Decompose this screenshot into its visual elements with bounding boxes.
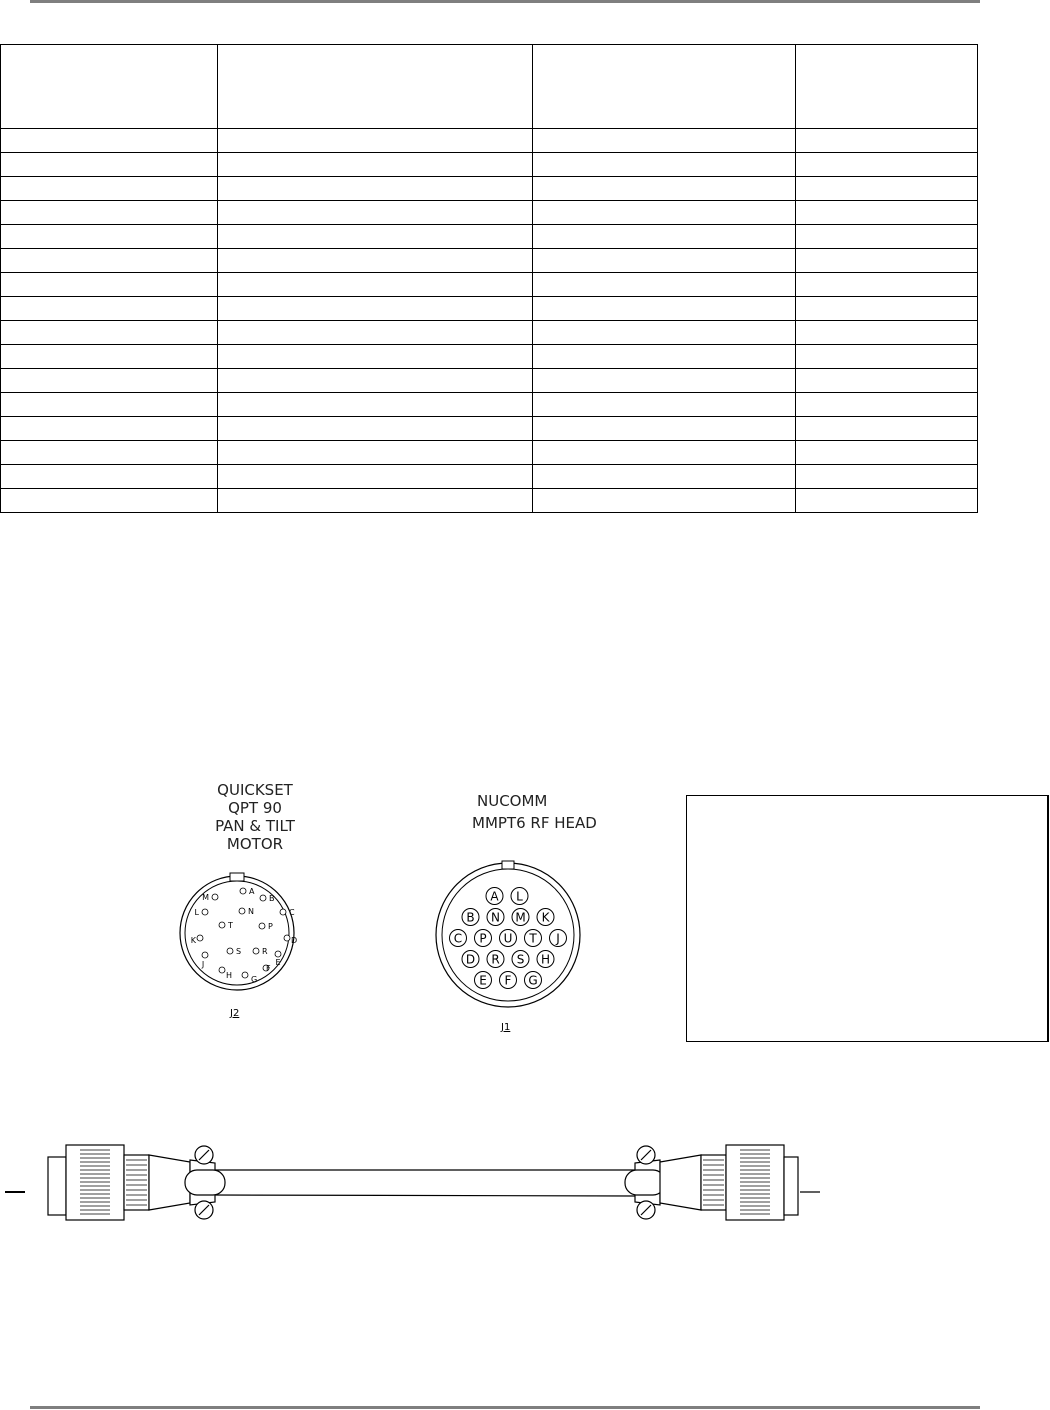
- qpt-pin: [201, 952, 208, 969]
- qpt-pin: [195, 908, 208, 917]
- svg-text:R: R: [491, 952, 500, 967]
- nucomm-pin: [550, 930, 567, 947]
- nucomm-pin: [512, 951, 529, 968]
- title-line: QUICKSET: [217, 781, 293, 799]
- left-plug: [48, 1145, 225, 1220]
- svg-text:F: F: [266, 964, 271, 973]
- qpt-pin: [191, 935, 203, 945]
- qpt-pin: [202, 893, 218, 902]
- nucomm-pin: [450, 930, 467, 947]
- svg-text:B: B: [269, 894, 275, 903]
- nucomm-pin: [537, 951, 554, 968]
- title-line: NUCOMM: [477, 792, 548, 810]
- svg-text:K: K: [541, 910, 550, 925]
- svg-text:E: E: [479, 973, 487, 988]
- svg-text:C: C: [289, 908, 295, 917]
- qpt-pin: [260, 894, 275, 903]
- svg-text:H: H: [226, 971, 233, 980]
- svg-text:L: L: [516, 889, 523, 904]
- nucomm-pin: [500, 930, 517, 947]
- svg-text:K: K: [190, 936, 196, 945]
- nucomm-pin: [525, 930, 542, 947]
- qpt-pin: [242, 972, 257, 984]
- svg-text:D: D: [465, 952, 476, 967]
- nucomm-pin: [462, 951, 479, 968]
- title-line: PAN & TILT: [215, 817, 295, 835]
- qpt-pin: [259, 922, 273, 931]
- nucomm-pin: [462, 909, 479, 926]
- qpt-connector-face: [180, 873, 294, 990]
- svg-text:J: J: [556, 931, 560, 946]
- title-line: MOTOR: [226, 835, 284, 853]
- cable-bottom-edge: [215, 1195, 635, 1196]
- svg-text:J: J: [201, 960, 205, 969]
- qpt-pin: [240, 887, 255, 896]
- nucomm-pin: [486, 888, 503, 905]
- nucomm-pin: [487, 951, 504, 968]
- svg-text:G: G: [528, 973, 538, 988]
- qpt-pin: [219, 921, 233, 930]
- nucomm-pin: [511, 888, 528, 905]
- svg-text:A: A: [490, 889, 499, 904]
- qpt-pin: [227, 947, 241, 956]
- nucomm-pin: [537, 909, 554, 926]
- nucomm-pin: [475, 972, 492, 989]
- nucomm-pin-group: [450, 888, 567, 989]
- svg-text:D: D: [291, 936, 298, 945]
- nucomm-pin: [500, 972, 517, 989]
- title-line: QPT 90: [228, 799, 282, 817]
- svg-text:A: A: [249, 887, 255, 896]
- svg-text:U: U: [503, 931, 513, 946]
- nucomm-pin: [487, 909, 504, 926]
- qpt-pin: [253, 947, 268, 956]
- qpt-pin: [263, 964, 271, 973]
- svg-text:C: C: [453, 931, 463, 946]
- svg-text:P: P: [479, 931, 487, 946]
- svg-text:B: B: [466, 910, 475, 925]
- j1-caption: J1: [501, 1022, 511, 1033]
- nucomm-pin: [525, 972, 542, 989]
- svg-text:R: R: [262, 947, 268, 956]
- svg-text:M: M: [202, 893, 209, 902]
- svg-text:P: P: [268, 922, 273, 931]
- qpt-pin: [219, 967, 232, 980]
- svg-text:T: T: [529, 931, 537, 946]
- cable-assembly: [5, 1145, 820, 1220]
- title-line: MMPT6 RF HEAD: [472, 814, 597, 832]
- svg-text:S: S: [236, 947, 242, 956]
- nucomm-pin: [475, 930, 492, 947]
- right-plug: [625, 1145, 798, 1220]
- svg-text:N: N: [491, 910, 500, 925]
- svg-text:G: G: [251, 975, 258, 984]
- footer-rule: [30, 1406, 980, 1409]
- qpt-pin: [275, 951, 281, 967]
- svg-text:L: L: [194, 908, 199, 917]
- svg-text:S: S: [516, 952, 525, 967]
- svg-text:N: N: [248, 907, 254, 916]
- nucomm-pin: [512, 909, 529, 926]
- j2-caption: J2: [230, 1008, 240, 1019]
- svg-text:M: M: [515, 910, 526, 925]
- svg-text:E: E: [275, 958, 281, 967]
- qpt-pin: [284, 935, 297, 945]
- svg-text:H: H: [540, 952, 551, 967]
- qpt-pin: [280, 908, 295, 917]
- svg-text:T: T: [228, 921, 233, 930]
- svg-text:F: F: [504, 973, 512, 988]
- qpt-pin: [239, 907, 254, 916]
